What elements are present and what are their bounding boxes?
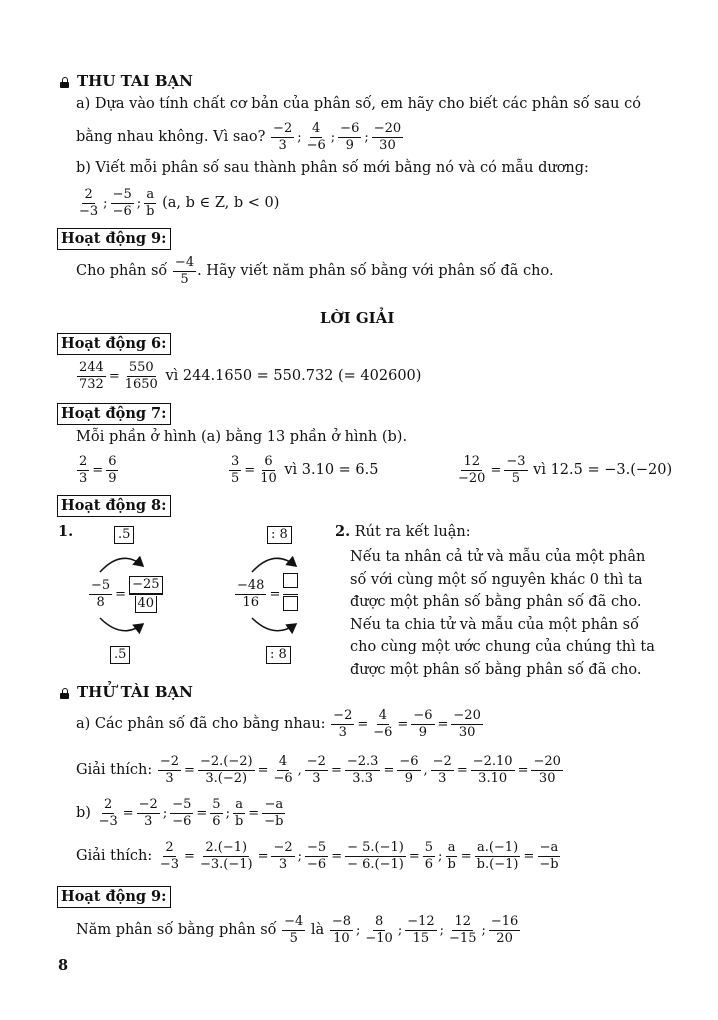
- lock-icon: [60, 688, 69, 698]
- fraction: $\frac{6}{9}$: [108, 453, 117, 486]
- fraction: $\frac{- 5.(-1)}{- 6.(-1)}$: [347, 839, 404, 872]
- fraction: $\frac{-a}{-b}$: [539, 839, 559, 872]
- fraction: $\frac{-20}{30}$: [373, 120, 402, 153]
- question-a-text: a) Dựa vào tính chất cơ bản của phân số, em hãy cho biết các phân số sau có: [76, 96, 641, 112]
- multiplier-box-top-left: .5: [114, 526, 134, 544]
- hd8-conclusion-lines: Nếu ta nhân cả tử và mẫu của một phân số với cùng một số nguyên khác 0 thì ta được một phân số bằng phân số đã cho. Nếu ta chia tử và mẫu của một phân số cho cùng một ước chung của chúng thì ta được một phân số bằng phân số đã cho.: [350, 549, 655, 678]
- fraction: $\frac{-6}{9}$: [413, 707, 433, 740]
- hd8-conclusion-title: 2. Rút ra kết luận:: [335, 523, 471, 540]
- section-title-thu-tai-ban-2: THỬ TÀI BẠN: [60, 683, 193, 701]
- arrow-bottom-left: [100, 618, 143, 631]
- fraction: $\frac{4}{-6}$: [373, 707, 393, 740]
- question-a-text2: bằng nhau không. Vì sao?: [76, 129, 266, 145]
- hd8-num1: 1.: [58, 523, 74, 540]
- page-number: 8: [58, 957, 69, 974]
- fraction: $\frac{-20}{30}$: [533, 753, 561, 786]
- hd7-eq3: $\frac{12}{-20}$ = $\frac{-3}{5}$ vì 12.5 = −3.(−20): [458, 453, 673, 486]
- fraction: $\frac{-48}{16}$: [237, 577, 265, 610]
- fraction: $\frac{-2}{3}$: [273, 120, 293, 153]
- fraction: $\frac{244}{732}$: [79, 359, 104, 392]
- hd6-label: Hoạt động 6:: [57, 333, 171, 355]
- fraction: $\frac{-5}{-6}$: [307, 839, 327, 872]
- fraction: $\frac{-5}{-6}$: [172, 796, 192, 829]
- hd8-label: Hoạt động 8:: [57, 495, 171, 517]
- empty-fraction: [283, 573, 298, 616]
- hd9-question-label: Hoạt động 9:: [57, 228, 171, 250]
- fraction: $\frac{-2}{3}$: [273, 839, 293, 872]
- solution-b-line: b) $\frac{2}{-3}$ = $\frac{-2}{3}$ ; $\frac{-5}{-6}$ = $\frac{5}{6}$ ; $\frac{a}{b}$ = $\frac{-a}{-b}$: [76, 796, 284, 829]
- fraction: $\frac{-20}{30}$: [453, 707, 481, 740]
- divisor-box-bottom-right: : 8: [266, 646, 291, 664]
- hd9-answer-label: Hoạt động 9:: [57, 886, 171, 908]
- fraction: $\frac{12}{-15}$: [449, 913, 477, 946]
- hd7-eq1: $\frac{2}{3}$ = $\frac{6}{9}$: [79, 453, 117, 486]
- fraction: $\frac{8}{-10}$: [365, 913, 393, 946]
- fraction: $\frac{-2}{3}$: [306, 753, 326, 786]
- solution-a-explanation: Giải thích: $\frac{-2}{3}$ = $\frac{-2.(-2)}{3.(-2)}$ = $\frac{4}{-6}$ , $\frac{-2}{3}$ = $\frac{-2.3}{3.3}$ = $\frac{-6}{9}$ , $\frac{-2}{3}$ = $\frac{-2.10}{3.10}$ = $\frac{-20}{30}$: [76, 753, 561, 786]
- question-b-condition: (a, b ∈ Z, b < 0): [162, 195, 280, 211]
- fraction: $\frac{a.(-1)}{b.(-1)}$: [476, 839, 519, 872]
- solution-b-explanation: Giải thích: $\frac{2}{-3}$ = $\frac{2.(-1)}{-3.(-1)}$ = $\frac{-2}{3}$ ; $\frac{-5}{-6}$ = $\frac{- 5.(-1)}{- 6.(-1)}$ = $\frac{5}{6}$ ; $\frac{a}{b}$ = $\frac{a.(-1)}{b.(-1)}$ = $\frac{-a}{-b}$: [76, 839, 559, 872]
- fraction: $\frac{a}{b}$: [447, 839, 456, 872]
- hd9-question-line: Cho phân số $\frac{-4}{5}$ . Hãy viết năm phân số bằng với phân số đã cho.: [76, 254, 554, 287]
- fraction: $\frac{5}{6}$: [424, 839, 434, 872]
- fraction: $\frac{a}{b}$: [146, 186, 155, 219]
- question-b-text: b) Viết mỗi phân số sau thành phân số mới bằng nó và có mẫu dương:: [76, 160, 589, 176]
- fraction: $\frac{2.(-1)}{-3.(-1)}$: [199, 839, 253, 872]
- solution-a-line: a) Các phân số đã cho bằng nhau: $\frac{-2}{3}$ = $\frac{4}{-6}$ = $\frac{-6}{9}$ = $\frac{-20}{30}$: [76, 707, 481, 740]
- fraction: $\frac{-8}{10}$: [331, 913, 351, 946]
- arrow-top-right: [252, 558, 296, 572]
- fraction: $\frac{12}{-20}$: [458, 453, 486, 486]
- hd8-left-equation: $\frac{-5}{8}$ = $\frac{-25}{40}$: [88, 575, 164, 613]
- hd7-eq2: $\frac{3}{5}$ = $\frac{6}{10}$ vì 3.10 = 6.5: [231, 453, 379, 486]
- fraction: $\frac{-2}{3}$: [333, 707, 353, 740]
- multiplier-box-bottom-left: .5: [110, 646, 130, 664]
- fraction: $\frac{2}{-3}$: [159, 839, 180, 872]
- fraction: $\frac{-a}{-b}$: [264, 796, 284, 829]
- fraction: $\frac{4}{-6}$: [273, 753, 293, 786]
- arrow-bottom-right: [252, 618, 296, 631]
- fraction: $\frac{-2.(-2)}{3.(-2)}$: [199, 753, 253, 786]
- fraction: $\frac{-4}{5}$: [174, 254, 195, 287]
- solution-heading: LỜI GIẢI: [320, 309, 395, 327]
- boxed-fraction: $\frac{-25}{40}$: [129, 576, 162, 613]
- fraction: $\frac{-6}{9}$: [399, 753, 419, 786]
- fraction: $\frac{4}{-6}$: [306, 120, 326, 153]
- question-b-fractions: $\frac{2}{-3}$ ; $\frac{-5}{-6}$ ; $\frac{a}{b}$: [79, 186, 155, 219]
- fraction: $\frac{2}{3}$: [79, 453, 88, 486]
- question-a-fractions: $\frac{-2}{3}$ ; $\frac{4}{-6}$ ; $\frac{-6}{9}$ ; $\frac{-20}{30}$: [273, 120, 402, 153]
- fraction: $\frac{3}{5}$: [231, 453, 240, 486]
- fraction: $\frac{-12}{15}$: [407, 913, 435, 946]
- fraction: $\frac{-2.10}{3.10}$: [472, 753, 513, 786]
- fraction: $\frac{6}{10}$: [260, 453, 277, 486]
- fraction: $\frac{-3}{5}$: [506, 453, 526, 486]
- fraction: $\frac{2}{-3}$: [98, 796, 118, 829]
- hd6-text: vì 244.1650 = 550.732 (= 402600): [165, 368, 422, 384]
- fraction: $\frac{-2}{3}$: [432, 753, 452, 786]
- fraction: $\frac{-16}{20}$: [490, 913, 519, 946]
- fraction: $\frac{5}{6}$: [212, 796, 221, 829]
- fraction: $\frac{-4}{5}$: [284, 913, 304, 946]
- fraction: $\frac{2}{-3}$: [79, 186, 99, 219]
- hd9-answer-line: Năm phân số bằng phân số $\frac{-4}{5}$ là $\frac{-8}{10}$ ; $\frac{8}{-10}$ ; $\frac{-12}{15}$ ; $\frac{12}{-15}$ ; $\frac{-16}{20}$: [76, 913, 519, 946]
- fraction: $\frac{-6}{9}$: [340, 120, 360, 153]
- fraction: $\frac{550}{1650}$: [124, 359, 158, 392]
- fraction: $\frac{-2}{3}$: [159, 753, 180, 786]
- fraction: $\frac{-5}{-6}$: [112, 186, 132, 219]
- divisor-box-top-right: : 8: [267, 526, 292, 544]
- fraction: $\frac{-5}{8}$: [91, 577, 111, 610]
- fraction: $\frac{a}{b}$: [234, 796, 244, 829]
- hd8-right-equation: $\frac{-48}{16}$ =: [234, 575, 299, 613]
- section-title-thu-tai-ban: THU TAI BẠN: [60, 72, 193, 90]
- arrow-top-left: [100, 558, 143, 572]
- fraction: $\frac{-2}{3}$: [138, 796, 158, 829]
- hd7-text: Mỗi phần ở hình (a) bằng 13 phần ở hình (b).: [76, 429, 408, 445]
- hd6-line: $\frac{244}{732}$ = $\frac{550}{1650}$ vì 244.1650 = 550.732 (= 402600): [79, 359, 422, 392]
- hd7-label: Hoạt động 7:: [57, 403, 171, 425]
- fraction: $\frac{-2.3}{3.3}$: [346, 753, 379, 786]
